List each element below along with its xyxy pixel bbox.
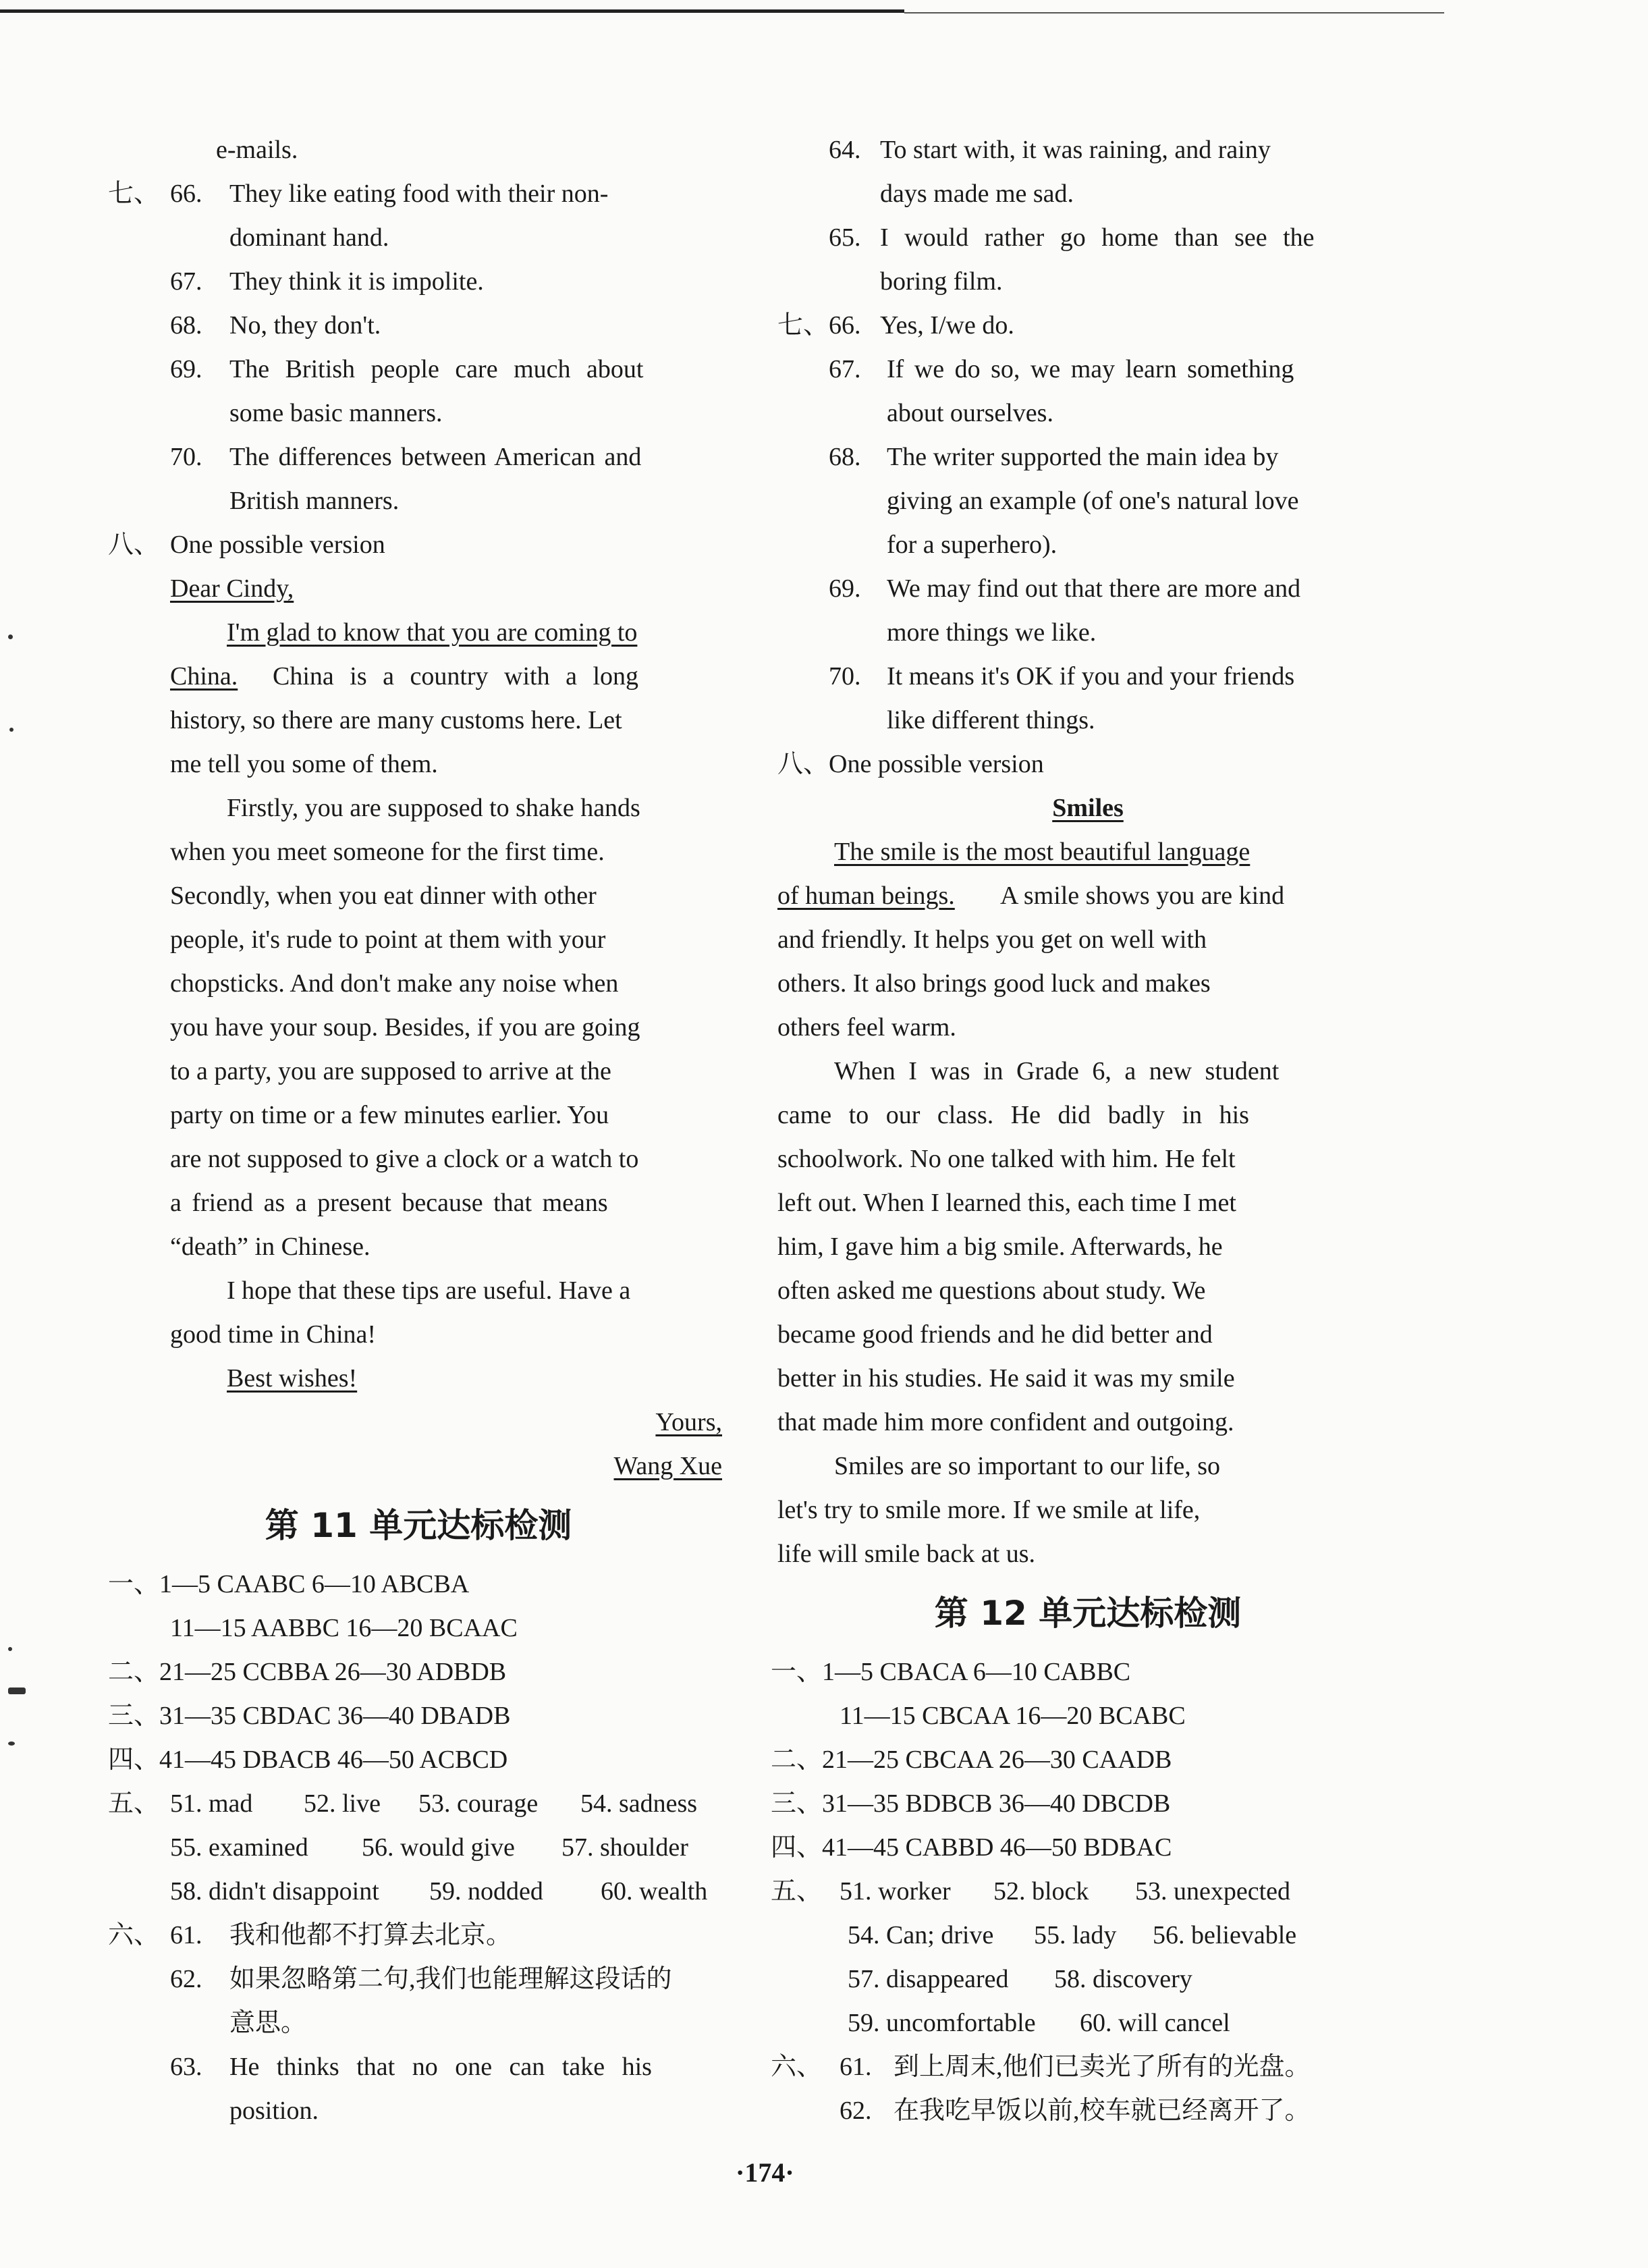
answer-key: 三、31—35 CBDAC 36—40 DBADB	[108, 1702, 511, 1730]
essay-text: others feel warm.	[777, 1013, 956, 1042]
vocab-answer: 60. wealth	[601, 1877, 708, 1906]
vocab-answer: 56. would give	[362, 1833, 515, 1862]
vocab-answer: 58. discovery	[1054, 1965, 1192, 1993]
unit-11-heading: 第 11 单元达标检测	[265, 1506, 572, 1545]
answer-text: British manners.	[229, 487, 400, 515]
page-number: ·174·	[736, 2157, 794, 2188]
vocab-answer: 54. sadness	[580, 1789, 698, 1818]
vocab-answer: 55. examined	[170, 1833, 308, 1862]
answer-key: 三、31—35 BDBCB 36—40 DBCDB	[771, 1789, 1171, 1818]
answer-text: dominant hand.	[229, 223, 389, 252]
scan-mark	[8, 1742, 15, 1746]
scan-mark	[8, 1688, 26, 1694]
section-label: 七、	[777, 311, 829, 340]
answer-key: 四、41—45 CABBD 46—50 BDBAC	[771, 1833, 1172, 1862]
translation-answer: He thinks that no one can take his	[229, 2053, 652, 2081]
vocab-answer: 51. mad	[170, 1789, 253, 1818]
letter-text: chopsticks. And don't make any noise when	[170, 969, 619, 998]
answer-text: some basic manners.	[229, 399, 443, 427]
letter-closing: Best wishes!	[227, 1364, 358, 1393]
answer-line	[108, 479, 729, 523]
letter-line	[108, 1225, 729, 1269]
letter-line	[108, 1137, 729, 1181]
answer-line	[777, 2089, 1398, 2133]
question-number: 67.	[829, 355, 861, 383]
answer-line	[108, 1958, 729, 2001]
answer-line	[108, 1694, 729, 1738]
essay-text: and friendly. It helps you get on well with	[777, 925, 1207, 954]
answer-line	[777, 2001, 1398, 2045]
answer-text: giving an example (of one's natural love	[887, 487, 1299, 515]
answer-line	[108, 1650, 729, 1694]
answer-line	[777, 392, 1398, 435]
letter-line	[108, 611, 729, 655]
section-label: 五、	[108, 1789, 160, 1818]
answer-text: They like eating food with their non-	[229, 180, 609, 208]
essay-text: often asked me questions about study. We	[777, 1276, 1206, 1305]
translation-answer: 到上周末,他们已卖光了所有的光盘。	[894, 2053, 1311, 2081]
letter-text: me tell you some of them.	[170, 750, 438, 778]
answer-text: To start with, it was raining, and rainy	[880, 136, 1271, 164]
answer-text: It means it's OK if you and your friends	[887, 662, 1295, 691]
version-label: One possible version	[829, 750, 1044, 778]
section-label: 八、	[108, 531, 160, 559]
essay-text: came to our class. He did badly in his	[777, 1101, 1249, 1129]
right-column	[771, 128, 1398, 2133]
answer-line	[777, 699, 1398, 742]
essay-text: became good friends and he did better and	[777, 1320, 1213, 1349]
answer-line	[777, 479, 1398, 523]
letter-line	[108, 874, 729, 918]
vocab-answer: 60. will cancel	[1080, 2009, 1230, 2037]
letter-text: to a party, you are supposed to arrive at the	[170, 1057, 611, 1085]
letter-line	[108, 1401, 729, 1444]
vocab-answer: 54. Can; drive	[848, 1921, 994, 1949]
essay-line	[777, 1532, 1398, 1576]
letter-line	[108, 1357, 729, 1401]
top-rule-thin	[904, 12, 1444, 14]
answer-line	[108, 1826, 729, 1870]
answer-line	[777, 172, 1398, 216]
answer-text: If we do so, we may learn something	[887, 355, 1294, 383]
question-number: 66.	[170, 180, 202, 208]
answer-line	[777, 435, 1398, 479]
answer-line	[108, 2001, 729, 2045]
section-label: 五、	[771, 1877, 823, 1906]
question-number: 64.	[829, 136, 861, 164]
scan-mark	[9, 728, 13, 732]
answer-line	[777, 742, 1398, 786]
essay-text: When I was in Grade 6, a new student	[834, 1057, 1280, 1085]
letter-line	[108, 962, 729, 1006]
answer-text: boring film.	[880, 267, 1003, 296]
answer-key: 四、41—45 DBACB 46—50 ACBCD	[108, 1746, 508, 1774]
letter-line	[108, 1313, 729, 1357]
essay-line	[777, 1401, 1398, 1444]
answer-line	[771, 1870, 1398, 1914]
essay-text: life will smile back at us.	[777, 1540, 1036, 1568]
essay-text: left out. When I learned this, each time I met	[777, 1189, 1236, 1217]
answer-line	[108, 260, 729, 304]
question-number: 67.	[170, 267, 202, 296]
answer-line	[771, 2045, 1398, 2089]
answer-line	[108, 523, 729, 567]
section-label: 六、	[108, 1921, 160, 1949]
answer-line	[108, 1870, 729, 1914]
answer-text: more things we like.	[887, 618, 1097, 647]
vocab-answer: 58. didn't disappoint	[170, 1877, 379, 1906]
vocab-answer: 57. shoulder	[561, 1833, 688, 1862]
vocab-answer: 52. live	[304, 1789, 381, 1818]
letter-greeting: Dear Cindy,	[170, 574, 294, 603]
essay-line	[777, 1488, 1398, 1532]
letter-text: you have your soup. Besides, if you are going	[170, 1013, 640, 1042]
essay-line	[777, 1313, 1398, 1357]
answer-text: like different things.	[887, 706, 1095, 734]
answer-line	[108, 392, 729, 435]
answer-line	[108, 1563, 729, 1606]
answer-line	[771, 1738, 1398, 1782]
answer-line	[108, 216, 729, 260]
vocab-answer: 53. courage	[418, 1789, 539, 1818]
answer-line	[777, 567, 1398, 611]
letter-text: good time in China!	[170, 1320, 377, 1349]
essay-line	[777, 1181, 1398, 1225]
essay-text: let's try to smile more. If we smile at life,	[777, 1496, 1201, 1524]
question-number: 61.	[840, 2053, 872, 2081]
letter-text: China.	[170, 662, 238, 691]
answer-key: 11—15 CBCAA 16—20 BCABC	[840, 1702, 1186, 1730]
answer-line	[108, 2089, 729, 2133]
essay-text: schoolwork. No one talked with him. He felt	[777, 1145, 1236, 1173]
section-label: 六、	[771, 2053, 823, 2081]
answer-text: The writer supported the main idea by	[887, 443, 1279, 471]
essay-line	[777, 1050, 1398, 1094]
answer-text: e-mails.	[216, 136, 298, 164]
question-number: 70.	[829, 662, 861, 691]
answer-line	[108, 128, 729, 172]
answer-line	[777, 260, 1398, 304]
essay-text: that made him more confident and outgoing.	[777, 1408, 1234, 1436]
essay-line	[777, 962, 1398, 1006]
answer-key: 一、1—5 CBACA 6—10 CABBC	[771, 1658, 1131, 1686]
answer-line	[777, 1958, 1398, 2001]
letter-line	[108, 1006, 729, 1050]
question-number: 68.	[829, 443, 861, 471]
letter-line	[108, 918, 729, 962]
answer-text: Yes, I/we do.	[880, 311, 1014, 340]
question-number: 63.	[170, 2053, 202, 2081]
answer-line	[777, 1914, 1398, 1958]
essay-line	[777, 1269, 1398, 1313]
answer-line	[777, 611, 1398, 655]
answer-line	[108, 304, 729, 348]
translation-answer: 我和他都不打算去北京。	[229, 1921, 512, 1949]
essay-text: The smile is the most beautiful language	[834, 838, 1251, 866]
essay-line	[777, 1357, 1398, 1401]
translation-answer: 如果忽略第二句,我们也能理解这段话的	[229, 1965, 672, 1993]
section-label: 八、	[777, 750, 829, 778]
letter-text: people, it's rude to point at them with your	[170, 925, 606, 954]
letter-line	[108, 786, 729, 830]
essay-line	[777, 1094, 1398, 1137]
answer-line	[777, 128, 1398, 172]
answer-line	[108, 172, 729, 216]
letter-line	[108, 830, 729, 874]
answer-text: for a superhero).	[887, 531, 1058, 559]
question-number: 69.	[170, 355, 202, 383]
essay-text: better in his studies. He said it was my smile	[777, 1364, 1235, 1393]
vocab-answer: 57. disappeared	[848, 1965, 1009, 1993]
answer-line	[771, 1826, 1398, 1870]
letter-signoff: Yours,	[655, 1408, 722, 1436]
left-column	[108, 128, 729, 2133]
answer-line	[771, 1650, 1398, 1694]
letter-text: I hope that these tips are useful. Have a	[227, 1276, 631, 1305]
essay-text: others. It also brings good luck and makes	[777, 969, 1211, 998]
answer-line	[777, 304, 1398, 348]
essay-text: him, I gave him a big smile. Afterwards, he	[777, 1233, 1223, 1261]
vocab-answer: 59. nodded	[429, 1877, 543, 1906]
essay-text: Smiles are so important to our life, so	[834, 1452, 1221, 1480]
essay-line	[777, 1137, 1398, 1181]
essay-line	[777, 1444, 1398, 1488]
question-number: 68.	[170, 311, 202, 340]
scan-mark	[8, 1647, 12, 1651]
answer-key: 一、1—5 CAABC 6—10 ABCBA	[108, 1570, 470, 1598]
translation-answer: 意思。	[229, 2009, 307, 2037]
answer-line	[108, 1782, 729, 1826]
letter-text: Secondly, when you eat dinner with other	[170, 882, 597, 910]
essay-line	[777, 1006, 1398, 1050]
letter-text: when you meet someone for the first time.	[170, 838, 605, 866]
vocab-answer: 51. worker	[840, 1877, 951, 1906]
letter-text: I'm glad to know that you are coming to	[227, 618, 638, 647]
answer-text: The differences between American and	[229, 443, 642, 471]
scan-mark	[8, 634, 13, 639]
answer-text: about ourselves.	[887, 399, 1053, 427]
answer-line	[108, 1606, 729, 1650]
answer-line	[108, 1914, 729, 1958]
vocab-answer: 55. lady	[1034, 1921, 1117, 1949]
question-number: 66.	[829, 311, 861, 340]
letter-text: history, so there are many customs here. Let	[170, 706, 622, 734]
essay-text: of human beings.	[777, 882, 955, 910]
answer-text: We may find out that there are more and	[887, 574, 1301, 603]
answer-line	[777, 216, 1398, 260]
answer-text: I would rather go home than see the	[880, 223, 1315, 252]
answer-line	[777, 348, 1398, 392]
vocab-answer: 59. uncomfortable	[848, 2009, 1036, 2037]
answer-line	[108, 435, 729, 479]
letter-line	[108, 567, 729, 611]
letter-line	[108, 1094, 729, 1137]
question-number: 62.	[170, 1965, 202, 1993]
answer-line	[771, 1782, 1398, 1826]
essay-line	[777, 918, 1398, 962]
essay-title-text: Smiles	[1052, 794, 1124, 822]
question-number: 62.	[840, 2097, 872, 2125]
question-number: 65.	[829, 223, 861, 252]
answer-text: days made me sad.	[880, 180, 1074, 208]
translation-answer: position.	[229, 2097, 319, 2125]
question-number: 70.	[170, 443, 202, 471]
letter-text: Firstly, you are supposed to shake hands	[227, 794, 640, 822]
answer-key: 二、21—25 CCBBA 26—30 ADBDB	[108, 1658, 507, 1686]
letter-text: are not supposed to give a clock or a watch to	[170, 1145, 639, 1173]
letter-line	[108, 1444, 729, 1488]
letter-text: party on time or a few minutes earlier. You	[170, 1101, 609, 1129]
letter-line	[108, 655, 729, 699]
answer-text: No, they don't.	[229, 311, 381, 340]
vocab-answer: 56. believable	[1153, 1921, 1297, 1949]
letter-signature: Wang Xue	[613, 1452, 722, 1480]
letter-text: China is a country with a long	[273, 662, 639, 691]
answer-line	[108, 1738, 729, 1782]
version-label: One possible version	[170, 531, 385, 559]
letter-line	[108, 1269, 729, 1313]
section-label: 七、	[108, 180, 160, 208]
answer-text: They think it is impolite.	[229, 267, 484, 296]
translation-answer: 在我吃早饭以前,校车就已经离开了。	[894, 2097, 1311, 2125]
letter-line	[108, 1050, 729, 1094]
essay-line	[777, 874, 1398, 918]
essay-line	[777, 830, 1398, 874]
answer-line	[777, 1694, 1398, 1738]
question-number: 69.	[829, 574, 861, 603]
answer-text: The British people care much about	[229, 355, 644, 383]
essay-line	[777, 1225, 1398, 1269]
essay-text: A smile shows you are kind	[1000, 882, 1285, 910]
vocab-answer: 52. block	[993, 1877, 1089, 1906]
answer-line	[777, 655, 1398, 699]
letter-line	[108, 742, 729, 786]
vocab-answer: 53. unexpected	[1135, 1877, 1291, 1906]
answer-line	[108, 2045, 729, 2089]
essay-title	[777, 786, 1398, 830]
top-rule	[0, 9, 904, 13]
answer-line	[777, 523, 1398, 567]
letter-text: a friend as a present because that means	[170, 1189, 608, 1217]
letter-line	[108, 1181, 729, 1225]
unit-12-heading: 第 12 单元达标检测	[934, 1594, 1242, 1633]
answer-line	[108, 348, 729, 392]
letter-text: “death” in Chinese.	[170, 1233, 370, 1261]
question-number: 61.	[170, 1921, 202, 1949]
letter-line	[108, 699, 729, 742]
answer-key: 二、21—25 CBCAA 26—30 CAADB	[771, 1746, 1172, 1774]
answer-key: 11—15 AABBC 16—20 BCAAC	[170, 1614, 518, 1642]
